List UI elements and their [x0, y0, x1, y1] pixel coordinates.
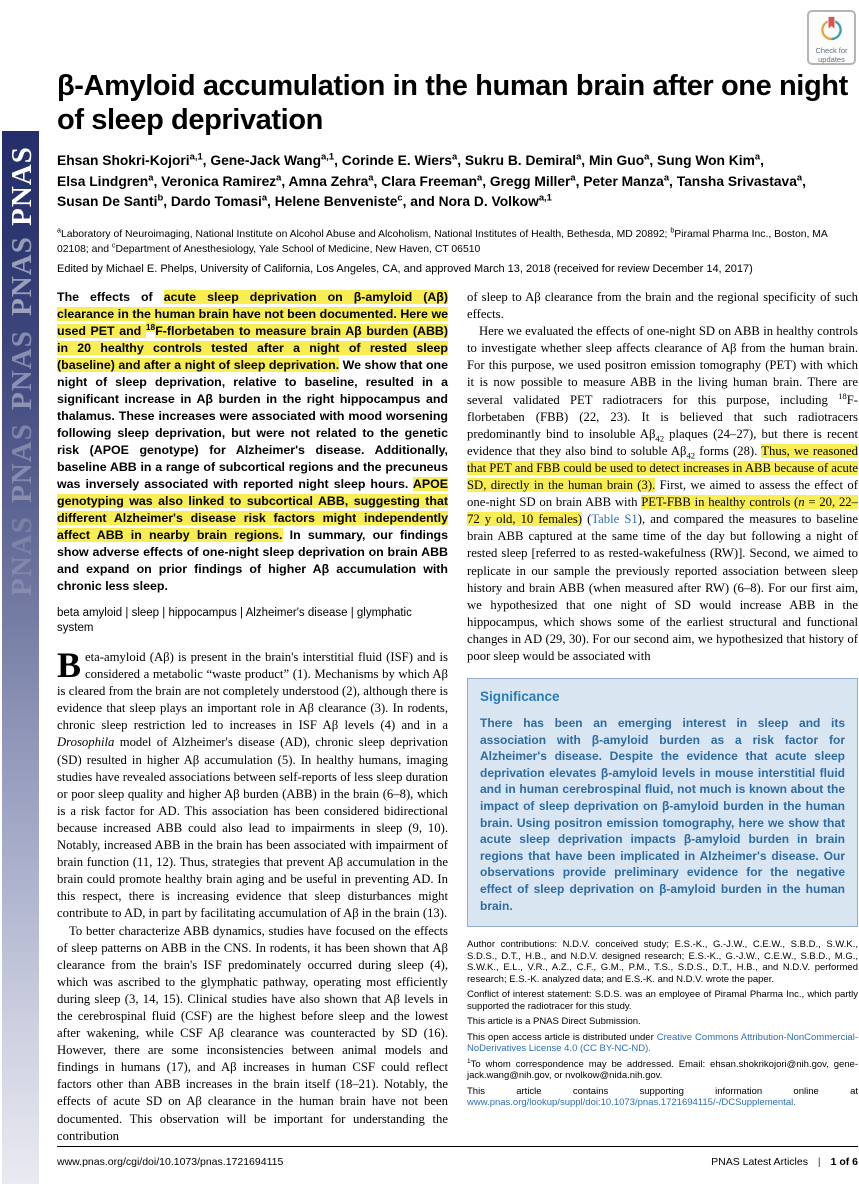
footer-doi: www.pnas.org/cgi/doi/10.1073/pnas.1721694115 [57, 1156, 284, 1168]
significance-box [467, 678, 858, 927]
keywords: beta amyloid | sleep | hippocampus | Alzheimer's disease | glymphatic system [57, 607, 412, 634]
pnas-logo: PNAS [6, 330, 38, 410]
footer-journal: PNAS Latest Articles [711, 1156, 808, 1168]
left-column [57, 289, 448, 1145]
inline-link[interactable]: Creative Commons Attribution-NonCommercial-NoDerivatives License 4.0 (CC BY-NC-ND). [467, 1031, 858, 1055]
body-paragraph-1: Beta-amyloid (Aβ) is present in the brain's interstitial fluid (ISF) and is considered a metabolic “waste product” (1). Mechanisms by which Aβ is cleared from the brain are not completely understood (2), although there is evidence that sleep plays an important role in Aβ clearance (3). In rodents, chronic sleep restriction led to increases in ISF Aβ levels (4) and in a Drosophila model of Alzheimer's disease (AD), chronic sleep deprivation (SD) resulted in higher Aβ accumulation (5). In healthy humans, imaging studies have revealed associations between self-reports of less sleep duration or poor sleep quality and higher Aβ burden (ABB) in the brain (6–8), which is a risk factor for AD. This association has been considered bidirectional because increased ABB could also lead to impairments in sleep (9, 10). Notably, increased ABB in the brain has been associated with impairment of brain function (11, 12). Thus, strategies that prevent Aβ accumulation in the brain could promote healthy brain aging and be useful in preventing AD. In this respect, there is increasing evidence that sleep disturbances might contribute to AD, in part by facilitating accumulation of Aβ in the brain (13). [57, 645, 448, 921]
body-paragraph-4: Here we evaluated the effects of one-night SD on ABB in healthy controls to investigate whether sleep affects clearance of Aβ from the human brain. For this purpose, we used positron emission tomography (PET) with which it is now possible to measure ABB in the living human brain. There are several validated PET radiotracers for this purpose, including $^{18}$F-florbetaben (FBB) (22, 23). It is believed that such radiotracers predominantly bind to insoluble $A\beta_{42}$ plaques (24–27), but there is recent evidence that they also bind to soluble $A\beta_{42}$ forms (28). Thus, we reasoned that PET and FBB could be used to detect increases in ABB because of acute SD, directly in the human brain (3). First, we aimed to assess the effect of one-night SD on brain ABB with PET-FBB in healthy controls (n = 20, 22–72 y old, 10 females) (Table S1), and compared the measures to baseline brain ABB captured at the same time of the day but following a night of rested sleep [referred to as rested-wakefulness (RW)]. Second, we aimed to replicate in our sample the previously reported association between sleep history and brain ABB (when measured after RW) (6–8). For our first aim, we hypothesized that one night of SD would increase ABB in the hippocampus, which shows some of the earliest structural and functional changes in AD (29, 30). For our second aim, we hypothesized that history of poor sleep would be associated with [467, 324, 859, 663]
footer-page-number: 1 of 6 [830, 1156, 858, 1168]
affiliations: $^a$Laboratory of Neuroimaging, National Institute on Alcohol Abuse and Alcoholism, National Institutes of Health, Bethesda, MD 20892; $^b$Piramal Pharma Inc., Boston, MA 02108; and $^c$Department of Anesthesiology, Yale School of Medicine, New Haven, CT 06510 [57, 227, 828, 256]
pnas-logo: PNAS [6, 236, 38, 316]
footnote-conflict: Conflict of interest statement: S.D.S. was an employee of Piramal Pharma Inc., which partly supported the radiotracer for this study. [467, 989, 858, 1012]
pnas-spine [2, 131, 39, 1184]
crossmark-icon [820, 15, 843, 41]
significance-title: Significance [480, 689, 560, 705]
pnas-logo: PNAS [6, 423, 38, 503]
footer [57, 1156, 858, 1168]
author-list: Ehsan Shokri-Kojori$^{a,1}$, Gene-Jack Wang$^{a,1}$, Corinde E. Wiers$^a$, Sukru B. Demiral$^a$, Min Guo$^a$, Sung Won Kim$^a$, Elsa Lindgren$^a$, Veronica Ramirez$^a$, Amna Zehra$^a$, Clara Freeman$^a$, Gregg Miller$^a$, Peter Manza$^a$, Tansha Srivastava$^a$, Susan De Santi$^b$, Dardo Tomasi$^a$, Helene Benveniste$^c$, and Nora D. Volkow$^{a,1}$ [57, 151, 806, 210]
badge-label: Check for updates [815, 46, 848, 64]
abstract: The effects of acute sleep deprivation on β-amyloid (Aβ) clearance in the human brain have not been documented. Here we used PET and $^{18}$F-florbetaben to measure brain Aβ burden (ABB) in 20 healthy controls tested after a night of rested sleep (baseline) and after a night of sleep deprivation. We show that one night of sleep deprivation, relative to baseline, resulted in a significant increase in Aβ burden in the right hippocampus and thalamus. These increases were associated with mood worsening following sleep deprivation, but were not related to the genetic risk (APOE genotype) for Alzheimer's disease. Additionally, baseline ABB in a range of subcortical regions and the precuneus was inversely associated with reported night sleep hours. APOE genotyping was also linked to subcortical ABB, suggesting that different Alzheimer's disease risk factors might independently affect ABB in nearby brain regions. In summary, our findings show adverse effects of one-night sleep deprivation on brain ABB and expand on prior findings of higher Aβ accumulation with chronic less sleep. [57, 290, 449, 593]
footnote-supporting-info: This article contains supporting information online at www.pnas.org/lookup/suppl/doi:10.1073/pnas.1721694115/-/DCSupplemental. [467, 1085, 858, 1109]
significance-text: There has been an emerging interest in sleep and its association with β-amyloid burden as a risk factor for Alzheimer's disease. Despite the evidence that acute sleep deprivation elevates β-amyloid levels in mouse interstitial fluid and in human cerebrospinal fluid, not much is known about the impact of sleep deprivation on β-amyloid burden in the human brain. Using positron emission tomography, here we show that acute sleep deprivation impacts β-amyloid burden in brain regions that have been implicated in Alzheimer's disease. Our observations provide preliminary evidence for the negative effect of sleep deprivation on β-amyloid burden in the human brain. [480, 716, 845, 913]
footer-separator: | [817, 1156, 821, 1168]
pnas-logo: PNAS [6, 516, 38, 596]
footer-rule [57, 1146, 858, 1147]
check-for-updates-badge[interactable] [807, 10, 856, 65]
footnotes [467, 939, 858, 1109]
body-paragraph-3: of sleep to Aβ clearance from the brain and the regional specificity of such effects. [467, 290, 858, 322]
drop-cap: B [57, 645, 82, 685]
footnote-correspondence: $^1$To whom correspondence may be addressed. Email: ehsan.shokrikojori@nih.gov, gene-jack.wang@nih.gov, or nvolkow@nida.nih.gov. [467, 1057, 858, 1082]
inline-link[interactable]: Table S1 [591, 512, 638, 527]
footnote-open-access: This open access article is distributed under Creative Commons Attribution-NonCommercial-NoDerivatives License 4.0 (CC BY-NC-ND). [467, 1031, 858, 1055]
pnas-logo: PNAS [6, 146, 38, 226]
right-column [467, 289, 858, 1113]
footnote-author-contributions: Author contributions: N.D.V. conceived study; E.S.-K., G.-J.W., C.E.W., S.B.D., S.W.K., S.D.S., D.T., H.B., and N.D.V. designed research; E.S.-K., G.-J.W., C.E.W., S.B.D., M.G., S.W.K., E.L., V.R., A.Z., C.F., G.M., P.M., T.S., S.D.S., D.T., H.B., and N.D.V. performed research; E.S.-K. analyzed data; and E.S.-K. and N.D.V. wrote the paper. [467, 939, 858, 985]
inline-link[interactable]: www.pnas.org/lookup/suppl/doi:10.1073/pnas.1721694115/-/DCSupplemental. [467, 1097, 796, 1109]
article-title: β-Amyloid accumulation in the human brain after one night of sleep deprivation [57, 70, 848, 136]
footnote-direct-submission: This article is a PNAS Direct Submission. [467, 1016, 641, 1028]
edited-by-line: Edited by Michael E. Phelps, University of California, Los Angeles, CA, and approved March 13, 2018 (received for review December 14, 2017) [57, 263, 753, 275]
body-paragraph-2: To better characterize ABB dynamics, studies have focused on the effects of sleep patterns on ABB in the CNS. In rodents, it has been shown that Aβ clearance from the brain's ISF predominately occurred during sleep (4), which was ascribed to the glymphatic pathway, operating most efficiently during sleep (3, 14, 15). Clinical studies have also shown that Aβ levels in the cerebrospinal fluid (CSF) are the highest before sleep and the lowest after wakening, while CSF Aβ clearance was counteracted by SD (16). However, there are some inconsistencies between animal models and findings in humans (17), and Aβ increases in human CSF could reflect factors other than ABB increases in the brain itself (18–21). Notably, the effects of acute SD on Aβ clearance in the human brain have not been documented. This observation will be important for understanding the contribution [57, 923, 448, 1143]
